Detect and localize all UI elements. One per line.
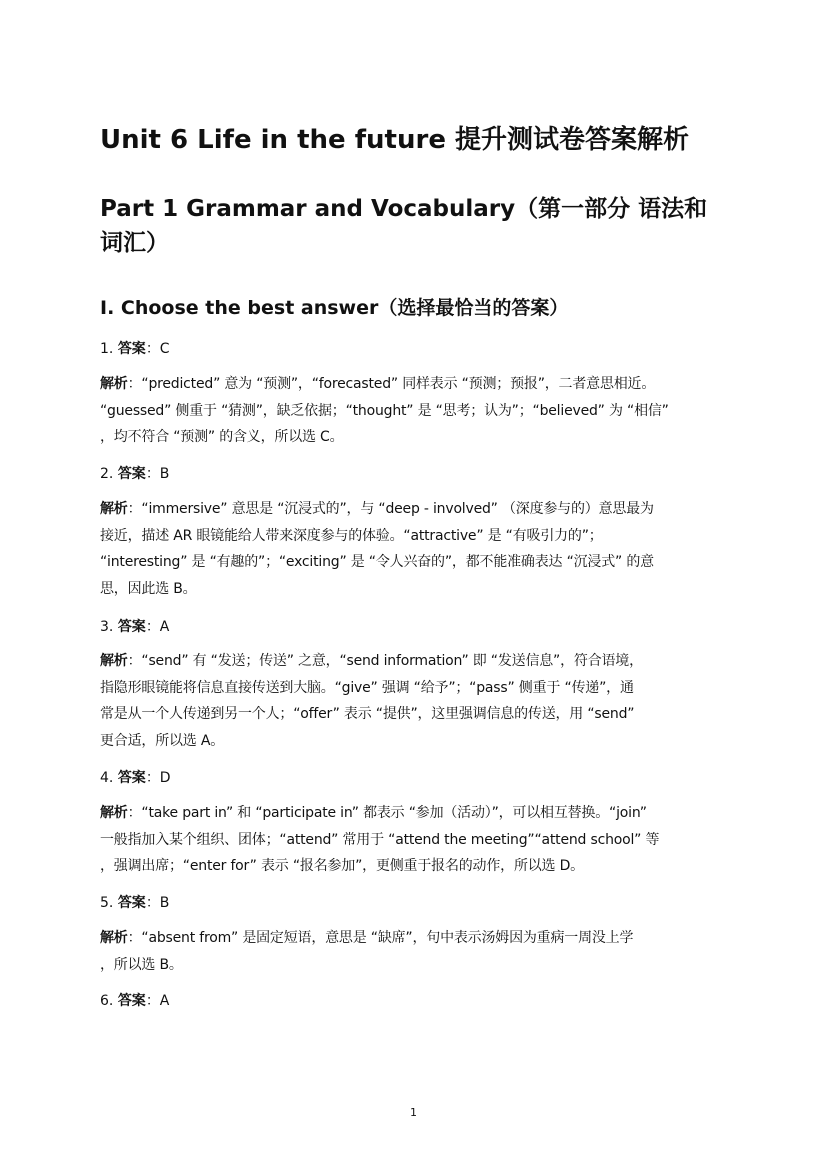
- answer-line: [100, 617, 169, 637]
- answer-value: ：A: [145, 993, 170, 1009]
- explanation-line: ，所以选 B。: [100, 956, 183, 973]
- question-number: 1.: [100, 341, 114, 357]
- answer-label: 答案: [117, 993, 146, 1009]
- explanation: [100, 800, 722, 880]
- answer-line: [100, 339, 170, 359]
- explanation: [100, 496, 722, 602]
- answer-value: ：A: [145, 619, 170, 635]
- explanation-line: 解析：“take part in” 和 “participate in” 都表示 “参加（活动）”，可以相互替换。“join”: [100, 805, 647, 821]
- explanation: [100, 648, 722, 754]
- explanation-label: 解析: [100, 653, 128, 669]
- answer-line: [100, 768, 171, 788]
- question-number: 6.: [100, 993, 114, 1009]
- answer-label: 答案: [117, 770, 146, 786]
- explanation-line: 解析：“immersive” 意思是 “沉浸式的”，与 “deep - involved” （深度参与的）意思最为: [100, 501, 654, 517]
- document-title: Unit 6 Life in the future 提升测试卷答案解析: [100, 125, 689, 155]
- explanation-line: 思，因此选 B。: [100, 580, 197, 597]
- answer-value: ：D: [145, 770, 171, 786]
- question-number: 2.: [100, 466, 114, 482]
- explanation-line: 解析：“absent from” 是固定短语，意思是 “缺席”，句中表示汤姆因为重病一周没上学: [100, 930, 634, 946]
- answer-value: ：B: [145, 895, 170, 911]
- answer-label: 答案: [117, 466, 146, 482]
- answer-line: [100, 893, 169, 913]
- answer-label: 答案: [117, 619, 146, 635]
- part-heading: Part 1 Grammar and Vocabulary（第一部分 语法和词汇）: [100, 196, 708, 256]
- explanation-label: 解析: [100, 805, 128, 821]
- section-heading: I. Choose the best answer（选择最恰当的答案）: [100, 297, 569, 319]
- question-number: 3.: [100, 619, 114, 635]
- page-number: 1: [410, 1106, 417, 1119]
- answer-value: ：C: [145, 341, 170, 357]
- explanation-line: ，强调出席；“enter for” 表示 “报名参加”，更侧重于报名的动作，所以选 D。: [100, 858, 584, 874]
- question-number: 5.: [100, 895, 114, 911]
- explanation-label: 解析: [100, 376, 128, 392]
- explanation-line: 解析：“predicted” 意为 “预测”，“forecasted” 同样表示 “预测；预报”，二者意思相近。: [100, 376, 656, 392]
- answer-line: [100, 991, 169, 1011]
- question-number: 4.: [100, 770, 114, 786]
- explanation: [100, 371, 722, 451]
- explanation-line: 解析：“send” 有 “发送；传送” 之意，“send information” 即 “发送信息”，符合语境，: [100, 653, 643, 669]
- explanation-line: 更合适，所以选 A。: [100, 732, 225, 749]
- explanation-line: 一般指加入某个组织、团体；“attend” 常用于 “attend the meeting”“attend school” 等: [100, 831, 660, 848]
- explanation-label: 解析: [100, 501, 128, 517]
- answer-value: ：B: [145, 466, 170, 482]
- answer-line: [100, 464, 169, 484]
- explanation-line: 常是从一个人传递到另一个人；“offer” 表示 “提供”，这里强调信息的传送，用 “send”: [100, 706, 635, 722]
- explanation: [100, 925, 722, 978]
- explanation-line: 接近，描述 AR 眼镜能给人带来深度参与的体验。“attractive” 是 “有吸引力的”；: [100, 527, 603, 544]
- explanation-line: 指隐形眼镜能将信息直接传送到大脑。“give” 强调 “给予”；“pass” 侧重于 “传递”，通: [100, 679, 634, 696]
- explanation-line: “interesting” 是 “有趣的”；“exciting” 是 “令人兴奋的”，都不能准确表达 “沉浸式” 的意: [100, 554, 654, 570]
- answer-label: 答案: [117, 341, 146, 357]
- explanation-label: 解析: [100, 930, 128, 946]
- explanation-line: “guessed” 侧重于 “猜测”，缺乏依据；“thought” 是 “思考；认为”；“believed” 为 “相信”: [100, 402, 669, 419]
- answer-label: 答案: [117, 895, 146, 911]
- explanation-line: ，均不符合 “预测” 的含义，所以选 C。: [100, 429, 344, 445]
